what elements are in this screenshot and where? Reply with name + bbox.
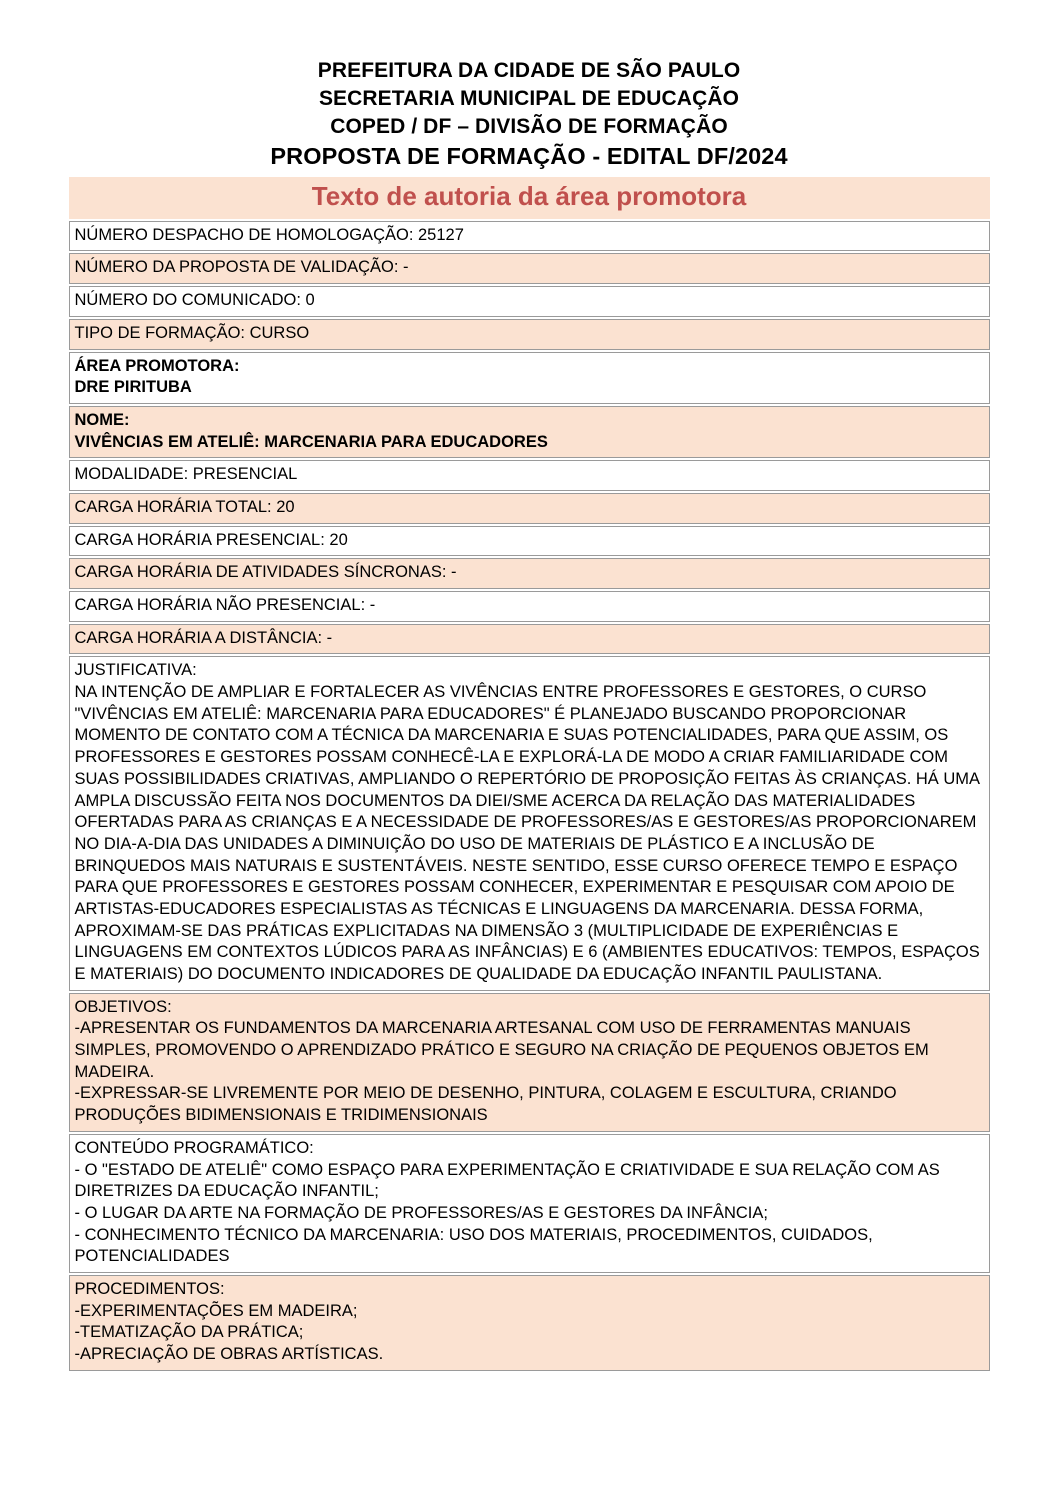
cell-numero-proposta-validacao: NÚMERO DA PROPOSTA DE VALIDAÇÃO: - xyxy=(69,253,990,284)
heading-line-secretaria: SECRETARIA MUNICIPAL DE EDUCAÇÃO xyxy=(318,87,740,111)
conteudo-item-1: - O "ESTADO DE ATELIÊ" COMO ESPAÇO PARA EXPERIMENTAÇÃO E CRIATIVIDADE E SUA RELAÇÃO COM AS DIRETRIZES DA EDUCAÇÃO INFANTIL; xyxy=(74,1160,945,1201)
table-row-justificativa xyxy=(69,656,990,990)
table-row-ch-presencial xyxy=(69,526,990,557)
cell-procedimentos xyxy=(69,1275,990,1371)
table-row-despacho xyxy=(69,221,990,252)
table-row-procedimentos xyxy=(69,1275,990,1371)
cell-conteudo-programatico xyxy=(69,1134,990,1273)
nome-label: NOME: xyxy=(74,410,130,429)
table-row-area-promotora xyxy=(69,352,990,404)
cell-area-promotora xyxy=(69,352,990,404)
cell-nome xyxy=(69,406,990,458)
table-row-ch-sincronas xyxy=(69,558,990,589)
heading-line-prefeitura: PREFEITURA DA CIDADE DE SÃO PAULO xyxy=(317,59,741,82)
procedimentos-label: PROCEDIMENTOS: xyxy=(74,1279,225,1298)
justificativa-text: NA INTENÇÃO DE AMPLIAR E FORTALECER AS VIVÊNCIAS ENTRE PROFESSORES E GESTORES, O CURSO "VIVÊNCIAS EM ATELIÊ: MARCENARIA PARA EDUCADORES" É PLANEJADO BUSCANDO PROPORCIONAR MOMENTO DE CONTATO COM A TÉCNICA DA MARCENARIA E SUAS POTENCIALIDADES, PARA QUE ASSIM, OS PROFESSORES E GESTORES POSSAM CONHECÊ-LA E EXPLORÁ-LA DE MODO A CRIAR FAMILIARIDADE COM SUAS POSSIBILIDADES CRIATIVAS, AMPLIANDO O REPERTÓRIO DE PROPOSIÇÃO FEITAS ÀS CRIANÇAS. HÁ UMA AMPLA DISCUSSÃO FEITA NOS DOCUMENTOS DA DIEI/SME ACERCA DA RELAÇÃO DAS MATERIALIDADES OFERTADAS PARA AS CRIANÇAS E A NECESSIDADE DE PROFESSORES/AS E GESTORES/AS PROPORCIONAREM NO DIA-A-DIA DAS UNIDADES A DIMINUIÇÃO DO USO DE MATERIAIS DE PLÁSTICO E A INCLUSÃO DE BRINQUEDOS MAIS NATURAIS E SUSTENTÁVEIS. NESTE SENTIDO, ESSE CURSO OFERECE TEMPO E ESPAÇO PARA QUE PROFESSORES E GESTORES POSSAM CONHECER, EXPERIMENTAR E PESQUISAR COM APOIO DE ARTISTAS-EDUCADORES ESPECIALISTAS AS TÉCNICAS E LINGUAGENS DA MARCENARIA. DESSA FORMA, APROXIMAM-SE DAS PRÁTICAS EXPLICITADAS NA DIMENSÃO 3 (MULTIPLICIDADE DE EXPERIÊNCIAS E LINGUAGENS EM CONTEXTOS LÚDICOS PARA AS INFÂNCIAS) E 6 (AMBIENTES EDUCATIVOS: TEMPOS, ESPAÇOS E MATERIAIS) DO DOCUMENTO INDICADORES DE QUALIDADE DA EDUCAÇÃO INFANTIL PAULISTANA. xyxy=(74,683,985,983)
cell-tipo-formacao: TIPO DE FORMAÇÃO: CURSO xyxy=(69,319,990,350)
table-row-nome xyxy=(69,406,990,458)
cell-carga-horaria-nao-presencial: CARGA HORÁRIA NÃO PRESENCIAL: - xyxy=(69,591,990,622)
procedimentos-item-3: -APRECIAÇÃO DE OBRAS ARTÍSTICAS. xyxy=(74,1345,384,1363)
conteudo-label: CONTEÚDO PROGRAMÁTICO: xyxy=(74,1138,314,1157)
justificativa-label: JUSTIFICATIVA: xyxy=(74,661,197,680)
conteudo-item-3: - CONHECIMENTO TÉCNICO DA MARCENARIA: USO DOS MATERIAIS, PROCEDIMENTOS, CUIDADOS, POTENCIALIDADES xyxy=(74,1225,878,1266)
area-promotora-label: ÁREA PROMOTORA: xyxy=(74,356,240,375)
table-row-modalidade xyxy=(69,460,990,491)
cell-carga-horaria-sincronas: CARGA HORÁRIA DE ATIVIDADES SÍNCRONAS: - xyxy=(69,558,990,589)
table-row-comunicado xyxy=(69,286,990,317)
objetivos-item-2: -EXPRESSAR-SE LIVREMENTE POR MEIO DE DESENHO, PINTURA, COLAGEM E ESCULTURA, CRIANDO PRODUÇÕES BIDIMENSIONAIS E TRIDIMENSIONAIS xyxy=(74,1084,902,1125)
cell-numero-despacho: NÚMERO DESPACHO DE HOMOLOGAÇÃO: 25127 xyxy=(69,221,990,252)
cell-carga-horaria-total: CARGA HORÁRIA TOTAL: 20 xyxy=(69,493,990,524)
cell-modalidade: MODALIDADE: PRESENCIAL xyxy=(69,460,990,491)
proposta-form-table xyxy=(69,219,990,1373)
cell-justificativa xyxy=(69,656,990,990)
banner-label: Texto de autoria da área promotora xyxy=(311,180,747,211)
nome-value: VIVÊNCIAS EM ATELIÊ: MARCENARIA PARA EDUCADORES xyxy=(74,432,548,451)
table-row-ch-nao-presencial xyxy=(69,591,990,622)
table-row-conteudo-programatico xyxy=(69,1134,990,1273)
banner-texto-autoria xyxy=(69,177,990,219)
procedimentos-item-2: -TEMATIZAÇÃO DA PRÁTICA; xyxy=(74,1323,304,1342)
area-promotora-value: DRE PIRITUBA xyxy=(74,378,192,397)
heading-line-proposta: PROPOSTA DE FORMAÇÃO - EDITAL DF/2024 xyxy=(270,143,788,170)
objetivos-item-1: -APRESENTAR OS FUNDAMENTOS DA MARCENARIA ARTESANAL COM USO DE FERRAMENTAS MANUAIS SIMPLES, PROMOVENDO O APRENDIZADO PRÁTICO E SEGURO NA CRIAÇÃO DE PEQUENOS OBJETOS EM MADEIRA. xyxy=(74,1019,934,1081)
table-row-ch-total xyxy=(69,493,990,524)
table-row-ch-distancia xyxy=(69,624,990,655)
procedimentos-item-1: -EXPERIMENTAÇÕES EM MADEIRA; xyxy=(74,1301,358,1320)
document-heading xyxy=(0,0,1058,173)
table-row-objetivos xyxy=(69,993,990,1132)
heading-line-coped: COPED / DF – DIVISÃO DE FORMAÇÃO xyxy=(330,115,728,139)
conteudo-item-2: - O LUGAR DA ARTE NA FORMAÇÃO DE PROFESSORES/AS E GESTORES DA INFÂNCIA; xyxy=(74,1203,768,1222)
cell-carga-horaria-presencial: CARGA HORÁRIA PRESENCIAL: 20 xyxy=(69,526,990,557)
cell-carga-horaria-distancia: CARGA HORÁRIA A DISTÂNCIA: - xyxy=(69,624,990,655)
cell-objetivos xyxy=(69,993,990,1132)
cell-numero-comunicado: NÚMERO DO COMUNICADO: 0 xyxy=(69,286,990,317)
table-row-tipo-formacao xyxy=(69,319,990,350)
table-row-proposta-validacao xyxy=(69,253,990,284)
objetivos-label: OBJETIVOS: xyxy=(74,997,172,1016)
